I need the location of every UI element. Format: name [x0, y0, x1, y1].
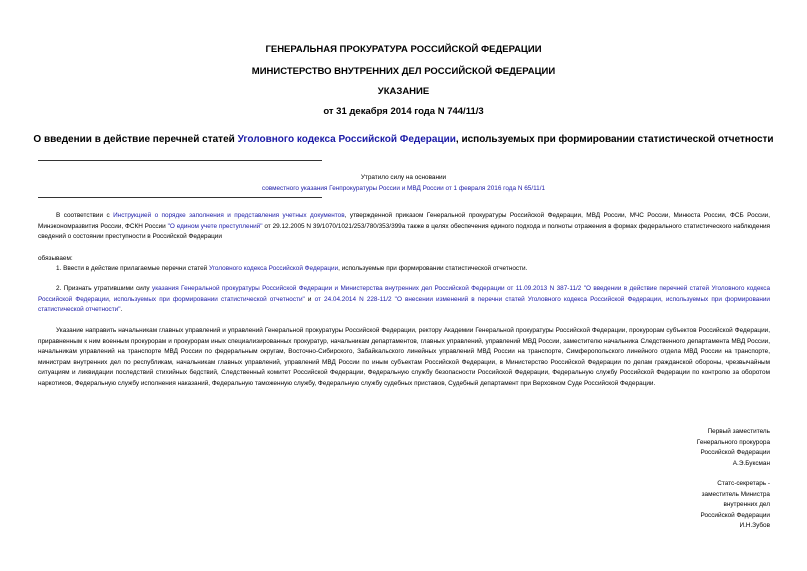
- lost-force-text: Утратило силу на основании: [360, 174, 447, 181]
- item-2: [38, 284, 770, 316]
- lost-force-note: [0, 173, 807, 194]
- header-doc-type: УКАЗАНИЕ: [377, 86, 430, 97]
- item-2-text-2: и: [304, 295, 315, 303]
- item-2-link-order-2013[interactable]: указания Генеральной прокуратуры Российской Федерации и Министерства внутренних дел Российской Федерации от 11.09.2013 N 387-11/2 "О введении в действие перечней статей Уголовного кодекса Российской Федерации, используемых при формировании статистической отчетности": [38, 285, 771, 303]
- signature-2-line-4: Российской Федерации: [700, 511, 770, 519]
- divider-bottom: [38, 197, 322, 198]
- title-text-before: О введении в действие перечней статей: [33, 134, 238, 145]
- item-2-text-1: 2. Признать утратившими силу: [56, 285, 153, 292]
- preamble-paragraph: [38, 211, 770, 243]
- item-2-link-order-2014[interactable]: от 24.04.2014 N 228-11/2 "О внесении изменений в перечни статей Уголовного кодекса Российской Федерации, используемых при формировании статистической отчетности": [38, 295, 771, 314]
- link-unified-crime-accounting[interactable]: "О едином учете преступлений": [167, 222, 263, 230]
- signature-2-line-3: внутренних дел: [723, 501, 770, 509]
- signature-block-prosecutor: [697, 427, 770, 469]
- signature-1-line-2: Генерального прокурора: [696, 438, 770, 446]
- item-2-text-3: .: [120, 306, 123, 314]
- item-1-link-criminal-code[interactable]: Уголовного кодекса Российской Федерации: [208, 265, 339, 272]
- signature-2-line-1: Статс-секретарь -: [717, 480, 770, 487]
- preamble-text-3: от 29.12.2005 N 39/1070/1021/253/780/353/399: [262, 222, 402, 230]
- signature-block-ministry: [701, 479, 771, 532]
- lost-force-link[interactable]: совместного указания Генпрокуратуры России и МВД России от 1 февраля 2016 года N 65/11/1: [261, 184, 546, 192]
- title-link-criminal-code[interactable]: Уголовного кодекса Российской Федерации: [237, 134, 456, 145]
- header-ministry: МИНИСТЕРСТВО ВНУТРЕННИХ ДЕЛ РОССИЙСКОЙ ФЕДЕРАЦИИ: [251, 66, 556, 77]
- preamble-text-4: а также в целях обеспечения единого подхода и полноты отражения в формах федерального статистического наблюдения сведений о состоянии преступности в Российской Федерации: [38, 222, 770, 241]
- divider-top: [38, 160, 322, 161]
- item-1: [56, 264, 527, 275]
- item-1-text-1: 1. Ввести в действие прилагаемые перечни статей: [56, 265, 209, 272]
- title-text-after: , используемых при формировании статистической отчетности: [455, 134, 774, 145]
- document-title: [0, 134, 807, 145]
- preamble-text-2: , утвержденной приказом Генеральной прокуратуры Российской Федерации, МВД России, МЧС России, Минюста России, ФСБ России, Минэкономразвития России, ФСКН России: [38, 212, 770, 230]
- signature-1-line-3: Российской Федерации: [700, 449, 770, 457]
- item-1-text-2: , используемые при формировании статистической отчетности.: [338, 265, 528, 272]
- signature-2-name: И.Н.Зубов: [739, 522, 770, 530]
- signature-2-line-2: заместитель Министра: [701, 490, 770, 498]
- preamble-text-1: В соответствии с: [56, 212, 114, 219]
- header-prosecutor: ГЕНЕРАЛЬНАЯ ПРОКУРАТУРА РОССИЙСКОЙ ФЕДЕРАЦИИ: [265, 44, 542, 55]
- signature-1-line-1: Первый заместитель: [707, 428, 770, 435]
- link-instruction[interactable]: Инструкцией о порядке заполнения и представления учетных документов: [113, 212, 345, 219]
- header-doc-date: от 31 декабря 2014 года N 744/11/3: [323, 106, 484, 117]
- obligation-word: обязываем:: [38, 255, 73, 262]
- item-3: Указание направить начальникам главных управлений и управлений Генеральной прокуратуры Российской Федерации, ректору Академии Генеральной прокуратуры Российской Федерации, прокурорам субъектов Российской Федерации, приравненным к ним военным прокурорам и прокурорам иных специализированных прокуратур, начальникам департаментов, главных управлений, управлений МВД России, заместителю начальника Следственного департамента МВД России, начальникам управлений на транспорте МВД России по федеральным округам, Восточно-Сибирского, Забайкальского линейных управлений МВД России на транспорте, Симферопольского линейного отдела МВД России на транспорте, министрам внутренних дел по республикам, начальникам главных управлений, управлений МВД России по иным субъектам Российской Федерации, в Министерство Российской Федерации по делам гражданской обороны, чрезвычайным ситуациям и ликвидации последствий стихийных бедствий, Следственный комитет Российской Федерации, Федеральную службу безопасности Российской Федерации, Федеральную службу Российской Федерации по контролю за оборотом наркотиков, Федеральную службу исполнения наказаний, Федеральную таможенную службу, Федеральную службу судебных приставов, Судебный департамент при Верховном Суде Российской Федерации.: [38, 327, 770, 387]
- signature-1-name: А.Э.Буксман: [732, 459, 770, 467]
